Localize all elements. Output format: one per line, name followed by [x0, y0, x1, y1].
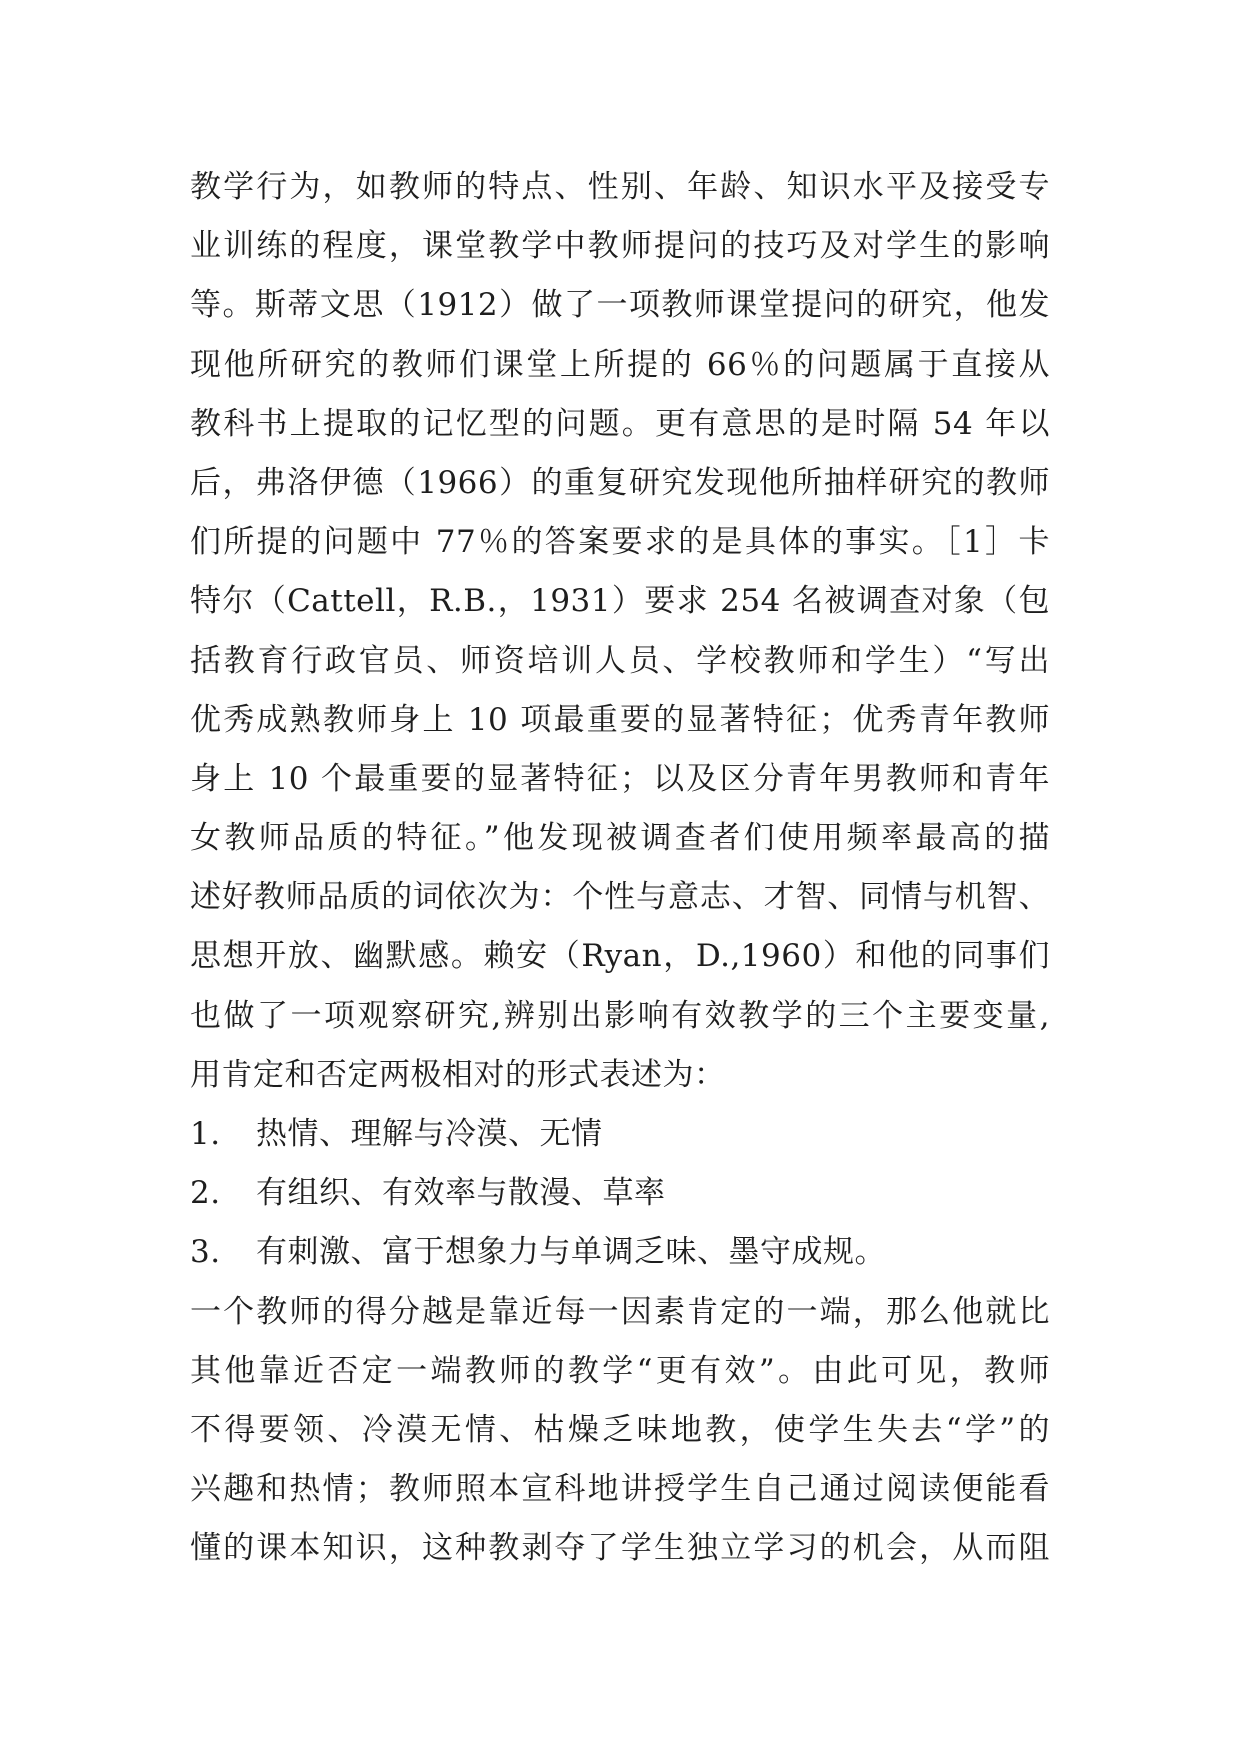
text-line: 等。斯蒂文思（1912）做了一项教师课堂提问的研究，他发: [190, 287, 1050, 324]
list-item: [190, 1105, 1050, 1164]
text-line: 后，弗洛伊德（1966）的重复研究发现他所抽样研究的教师: [190, 464, 1050, 501]
text-line: 特尔（Cattell，R.B.，1931）要求 254 名被调查对象（包: [190, 583, 1050, 620]
text-line: 括教育行政官员、师资培训人员、学校教师和学生）“写出: [190, 642, 1050, 679]
text-line: 不得要领、冷漠无情、枯燥乏味地教，使学生失去“学”的: [190, 1411, 1050, 1448]
text-line: 述好教师品质的词依次为：个性与意志、才智、同情与机智、: [190, 879, 1050, 916]
text-line: 女教师品质的特征。”他发现被调查者们使用频率最高的描: [190, 820, 1050, 857]
list-item: [190, 1223, 1050, 1282]
text-line: 业训练的程度，课堂教学中教师提问的技巧及对学生的影响: [190, 228, 1050, 265]
text-line: 兴趣和热情；教师照本宣科地讲授学生自己通过阅读便能看: [190, 1471, 1050, 1508]
list-item: [190, 1164, 1050, 1223]
text-line: 一个教师的得分越是靠近每一因素肯定的一端，那么他就比: [190, 1293, 1050, 1330]
body-text: [190, 158, 1050, 1579]
list-number: 2.: [190, 1175, 221, 1212]
text-line: 教科书上提取的记忆型的问题。更有意思的是时隔 54 年以: [190, 405, 1050, 442]
text-line: 身上 10 个最重要的显著特征；以及区分青年男教师和青年: [190, 760, 1050, 797]
text-line: 现他所研究的教师们课堂上所提的 66％的问题属于直接从: [190, 346, 1050, 383]
text-line: 教学行为，如教师的特点、性别、年龄、知识水平及接受专: [190, 169, 1050, 205]
text-line: 懂的课本知识，这种教剥夺了学生独立学习的机会，从而阻: [190, 1530, 1050, 1567]
text-line: 其他靠近否定一端教师的教学“更有效”。由此可见，教师: [190, 1352, 1050, 1389]
text-line: 思想开放、幽默感。赖安（Ryan，D.,1960）和他的同事们: [190, 938, 1050, 975]
list-text: 有组织、有效率与散漫、草率: [256, 1175, 666, 1212]
text-line: 优秀成熟教师身上 10 项最重要的显著特征；优秀青年教师: [190, 701, 1050, 738]
text-line: 们所提的问题中 77％的答案要求的是具体的事实。［1］卡: [190, 524, 1050, 561]
list-text: 有刺激、富于想象力与单调乏味、墨守成规。: [256, 1234, 886, 1271]
list-number: 1.: [190, 1116, 221, 1152]
list-text: 热情、理解与冷漠、无情: [256, 1116, 603, 1152]
text-line: 也做了一项观察研究,辨别出影响有效教学的三个主要变量,: [190, 997, 1050, 1034]
list-number: 3.: [190, 1234, 221, 1271]
text-line: 用肯定和否定两极相对的形式表述为：: [190, 1056, 726, 1093]
